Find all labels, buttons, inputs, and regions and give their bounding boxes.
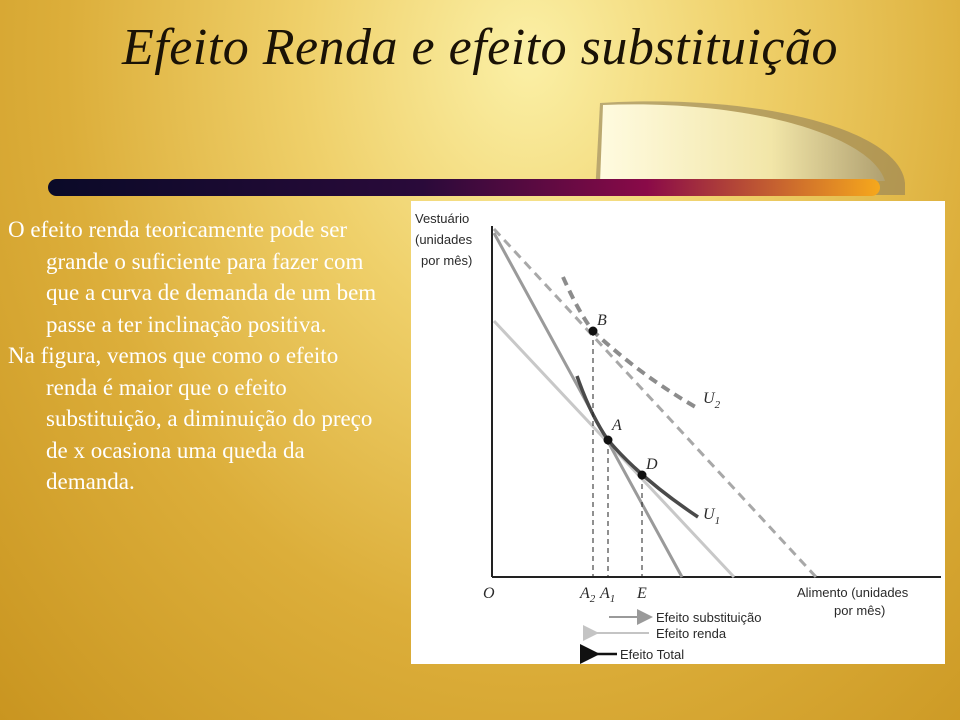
y-axis-label-line2: (unidades [415,232,473,247]
point-label-b: B [597,312,607,329]
tick-label-e: E [637,585,647,602]
point-a [604,436,613,445]
slide-title: Efeito Renda e efeito substituição [122,19,838,76]
legend-total-effect: Efeito Total [620,647,685,662]
legend-income-effect: Efeito renda [656,626,727,641]
y-axis-label-line1: Vestuário [415,211,470,226]
legend-substitution-effect: Efeito substituição [656,610,762,625]
swoosh-fan [600,104,885,183]
decorative-swoosh [0,95,960,205]
tick-label-a2: $A_2$ [580,585,596,605]
body-text [8,214,388,498]
paragraph-income-effect: O efeito renda teoricamente pode ser grande o suficiente para fazer com que a curva de demanda de um bem passe a ter inclinação positiva. [8,217,377,337]
paragraph-figure-explanation: Na figura, vemos que como o efeito renda é maior que o efeito substituição, a diminuição do preço de x ocasiona uma queda da demanda. [8,343,373,494]
point-label-a: A [612,417,622,434]
indifference-diagram [411,201,945,664]
x-axis-label-line2: por mês) [834,603,886,618]
figure-panel [411,201,945,664]
origin-label: O [483,585,495,602]
point-label-d: D [646,456,658,473]
curve-label-u2: $U_2$ [703,390,721,411]
swoosh-bar [48,179,880,196]
curve-label-u1: $U_1$ [703,506,721,527]
y-axis-label-line3: por mês) [421,253,473,268]
x-axis-label-line1: Alimento (unidades [797,585,909,600]
tick-label-a1: $A_1$ [600,585,616,605]
